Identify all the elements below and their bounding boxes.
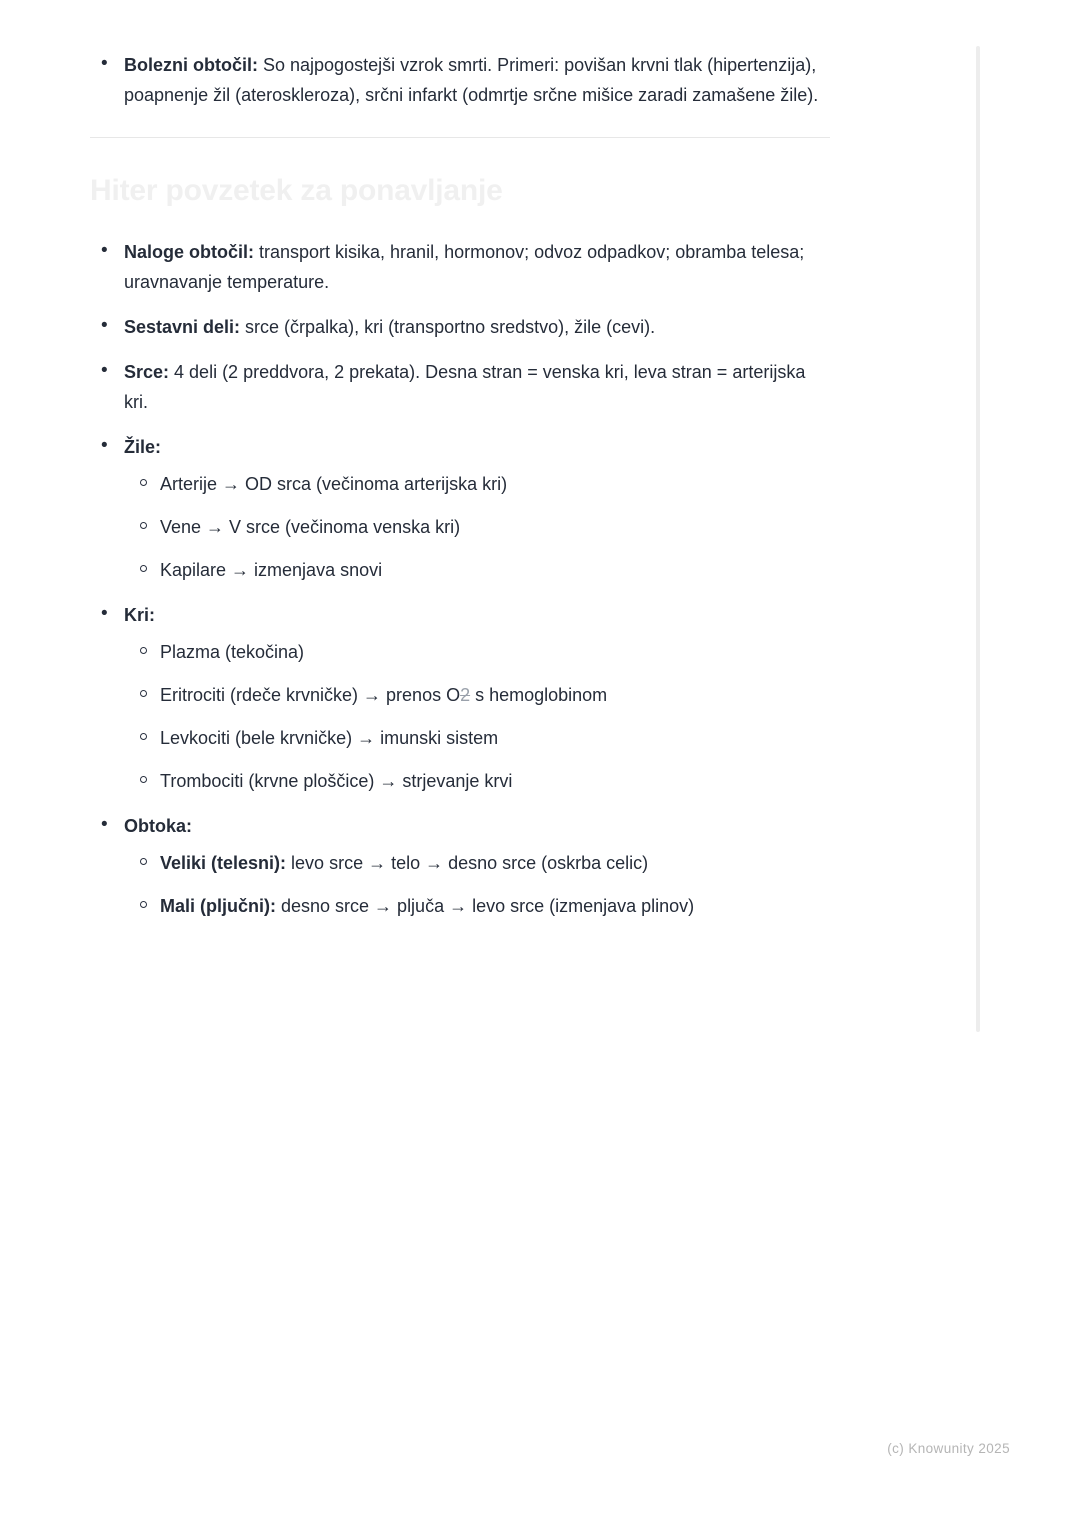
sublist-item-plazma: Plazma (tekočina) <box>124 637 832 667</box>
struck-subscript-2: 2 <box>460 685 471 705</box>
sublist-item-mali-obtok <box>124 891 832 921</box>
eritrociti-text: Eritrociti (rdeče krvničke) → prenos O <box>160 685 461 705</box>
sublist-item-trombociti: Trombociti (krvne ploščice) → strjevanje krvi <box>124 766 832 796</box>
obtoka-sublist <box>124 848 832 921</box>
list-item-naloge-obtocil <box>90 237 832 297</box>
list-item-sestavni-deli <box>90 312 832 342</box>
term-description: transport kisika, hranil, hormonov; odvoz odpadkov; obramba telesa; uravnavanje temperature. <box>124 242 805 292</box>
term-description: So najpogostejši vzrok smrti. Primeri: povišan krvni tlak (hipertenzija), poapnenje žil (ateroskleroza), srčni infarkt (odmrtje srčne mišice zaradi zamašene žile). <box>124 55 819 105</box>
term-description: levo srce → telo → desno srce (oskrba celic) <box>286 853 649 873</box>
sublist-item-levkociti: Levkociti (bele krvničke) → imunski sistem <box>124 723 832 753</box>
document-page <box>0 0 832 921</box>
eritrociti-text-end: s hemoglobinom <box>470 685 608 705</box>
term-label: Srce: <box>124 362 170 382</box>
term-label: Naloge obtočil: <box>124 242 254 262</box>
term-description: 4 deli (2 preddvora, 2 prekata). Desna stran = venska kri, leva stran = arterijska kri. <box>124 362 806 412</box>
sublist-item-vene: Vene → V srce (večinoma venska kri) <box>124 512 832 542</box>
section-heading: Hiter povzetek za ponavljanje <box>90 174 503 207</box>
list-item-srce <box>90 357 832 417</box>
list-item-bolezni-obtocil <box>90 50 832 110</box>
term-label: Sestavni deli: <box>124 317 241 337</box>
copyright-text: (c) Knowunity 2025 <box>887 1441 1010 1456</box>
term-label: Kri: <box>124 605 155 625</box>
sublist-item-eritrociti <box>124 680 832 710</box>
term-label: Obtoka: <box>124 816 193 836</box>
list-item-zile <box>90 432 832 585</box>
kri-sublist <box>124 637 832 796</box>
zile-sublist <box>124 469 832 585</box>
list-item-kri <box>90 600 832 796</box>
term-label: Veliki (telesni): <box>160 853 287 873</box>
section-divider <box>90 137 830 138</box>
term-description: desno srce → pljuča → levo srce (izmenjava plinov) <box>276 896 695 916</box>
sublist-item-arterije: Arterije → OD srca (večinoma arterijska kri) <box>124 469 832 499</box>
summary-list <box>90 237 832 921</box>
term-label: Bolezni obtočil: <box>124 55 258 75</box>
term-label: Žile: <box>124 437 162 457</box>
scrollbar-thumb[interactable] <box>976 46 980 1032</box>
list-item-obtoka <box>90 811 832 921</box>
term-label: Mali (pljučni): <box>160 896 276 916</box>
term-description: srce (črpalka), kri (transportno sredstvo), žile (cevi). <box>240 317 656 337</box>
sublist-item-kapilare: Kapilare → izmenjava snovi <box>124 555 832 585</box>
sublist-item-veliki-obtok <box>124 848 832 878</box>
